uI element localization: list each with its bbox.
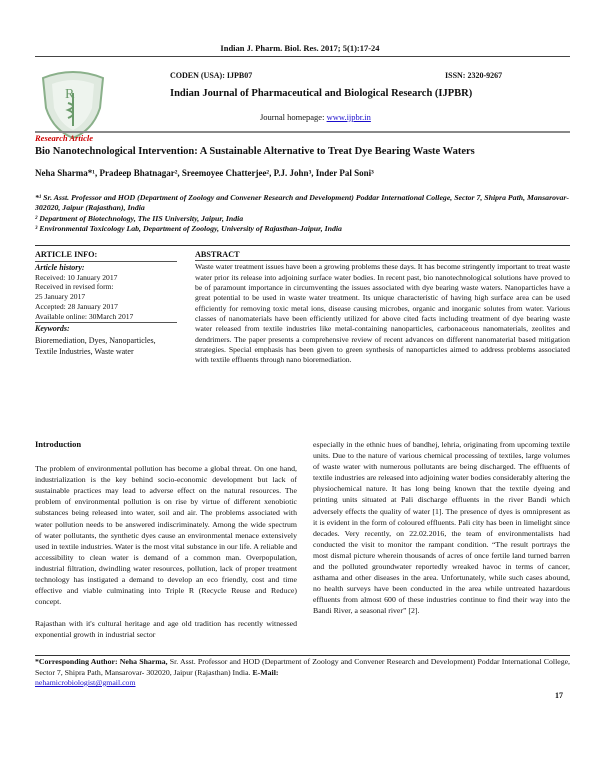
- journal-title: Indian Journal of Pharmaceutical and Biological Research (IJPBR): [170, 88, 473, 99]
- divider: [35, 655, 570, 656]
- journal-logo: [38, 68, 108, 140]
- paragraph: The problem of environmental pollution has become a global threat. On one hand, industrialization is the key behind socio-economic development but lack of sustainable practices may lead to adverse effect on the natural resources. The problem of environmental pollution is on rise by virtue of different xenobiotic substances being released into water, soil and air. The problems associated with water pollution needs to be answered indiscriminately. Among the wide spectrum of water pollutants, the synthetic dyes cause an environmental menace extensively used in textile industries. Water is the most vital substance in our life. A reliable and accessibility to clean water is demand of a common man. Overpopulation, industrial filtration, dwindling water resources, pollution, lack of proper treatment technology has instigated a demand to develop an eco friendly, cost and time effective and viable culminating into Triple R (Recycle Reuse and Reduce) concept.: [35, 464, 297, 607]
- history-heading: Article history:: [35, 262, 85, 272]
- paragraph: Rajasthan with it's cultural heritage and age old tradition has recently witnessed exponential growth in industrial sector: [35, 619, 297, 640]
- authors: Neha Sharma*¹, Pradeep Bhatnagar², Sreemoyee Chatterjee², P.J. John³, Inder Pal Soni³: [35, 168, 374, 178]
- coden: CODEN (USA): IJPB07: [170, 71, 253, 80]
- section-heading: Introduction: [35, 439, 82, 449]
- journal-homepage: [260, 112, 371, 122]
- affiliation: *¹ Sr. Asst. Professor and HOD (Department of Zoology and Convener Research and Development) Poddar International College, Sector 7, Shipra Path, Mansarovar- 302020, Jaipur (Rajasthan), India: [35, 193, 569, 213]
- abstract: [195, 250, 570, 366]
- divider: [35, 245, 570, 246]
- revised: 25 January 2017: [35, 292, 86, 302]
- affiliation: ² Department of Biotechnology, The IIS University, Jaipur, India: [35, 213, 244, 223]
- affiliation: ³ Environmental Toxicology Lab, Department of Zoology, University of Rajasthan-Jaipur, India: [35, 223, 342, 233]
- received: Received: 10 January 2017: [35, 272, 118, 282]
- abstract-text: Waste water treatment issues have been a growing problems these days. It has become stringently important to treat waste water prior its release into adjoining surface water bodies. In recent past, bio nanotechnological solutions have proved to be of paramount importance in circumventing the issues associated with dye bearing waste waters. Nanoparticles have a great potential to be used in waste water treatment. Its unique characteristic of having high surface area can be used efficiently for removing toxic metal ions, disease causing microbes, organic and inorganic solutes from water. Various classes of nanomaterials have been efficiently utilized for above cited facts including treatment of dye bearing waste water released from textile industries like metal-containing nanoparticles, carbonaceous nanomaterials, zeolites and dendrimers. The paper presents a comprehensive review of recent advances on different nanomaterial based mitigation strategies. Special emphasis has been given to green synthesis of nanoparticles aimed to address problems associated with textile effluents through nano bioremediation.: [195, 262, 570, 365]
- keywords: Bioremediation, Dyes, Nanoparticles, Textile Industries, Waste water: [35, 336, 156, 357]
- corresponding-label: *Corresponding Author: Neha Sharma,: [35, 657, 168, 666]
- logo-letter: R: [65, 87, 75, 102]
- article-info-heading: ARTICLE INFO:: [35, 250, 177, 262]
- email-link[interactable]: nehamicrobiologist@gmail.com: [35, 678, 136, 687]
- accepted: Accepted: 28 January 2017: [35, 301, 118, 311]
- body-column-right: [313, 439, 570, 628]
- divider: [35, 56, 570, 57]
- homepage-label: Journal homepage:: [260, 112, 327, 122]
- corresponding-text: Sr. Asst. Professor and HOD (Department of Zoology and Convener Research and Development) Poddar International College, Sector 7, Shipra Path, Mansarovar- 302020, Jaipur (Rajasthan) India.: [35, 657, 570, 677]
- article-title: Bio Nanotechnological Intervention: A Sustainable Alternative to Treat Dye Bearing Waste Waters: [35, 146, 475, 157]
- divider: [35, 131, 570, 133]
- abstract-heading: ABSTRACT: [195, 250, 570, 261]
- body-column-left: [35, 439, 297, 652]
- page-number: 17: [555, 691, 563, 700]
- revised-label: Received in revised form:: [35, 282, 114, 292]
- keywords-heading: Keywords:: [35, 323, 70, 333]
- paragraph: especially in the ethnic hues of bandhej, lehria, originating from upcoming textile units. Due to the nature of various chemical processing of textiles, large volumes of waste water with numerous pollutants are being discharged. The effluents of textile industries are released into adjoining water bodies considerably altering the physiochemical nature. It has long being known that the textile dyeing and printing units situated at Pali discharge effluents in the river Bandi which adversely effects the quality of water [1]. The presence of dyes is omnipresent as it is evident in the form of coloured effluents. Pali city has been in limelight since decades. Very recently, on 22.02.2016, the team of environmentalists had conducted the visit to monitor the rampant condition. “The result portrays the most dismal picture wherein thousands of acres of once fertile land turned barren and the polluted groundwater reportedly wreaked havoc in terms of cancer, asthama and other diseases in the area. Unfortunately, while such cases abound, no health surveys have been conducted in the area while untreated hazardous effluents from almost 600 of these industries continue to find their way into the Bandi River, a seasonal river” [2].: [313, 440, 570, 616]
- issn: ISSN: 2320-9267: [445, 71, 503, 80]
- corresponding-author: [35, 657, 570, 689]
- running-head: Indian J. Pharm. Biol. Res. 2017; 5(1):17-24: [220, 43, 380, 53]
- article-type: Research Article: [35, 133, 93, 143]
- affiliations: [35, 193, 570, 234]
- homepage-link[interactable]: www.ijpbr.in: [326, 112, 371, 122]
- article-info: [35, 250, 177, 357]
- available-online: Available online: 30March 2017: [35, 312, 177, 323]
- email-label: E-Mail:: [252, 667, 279, 677]
